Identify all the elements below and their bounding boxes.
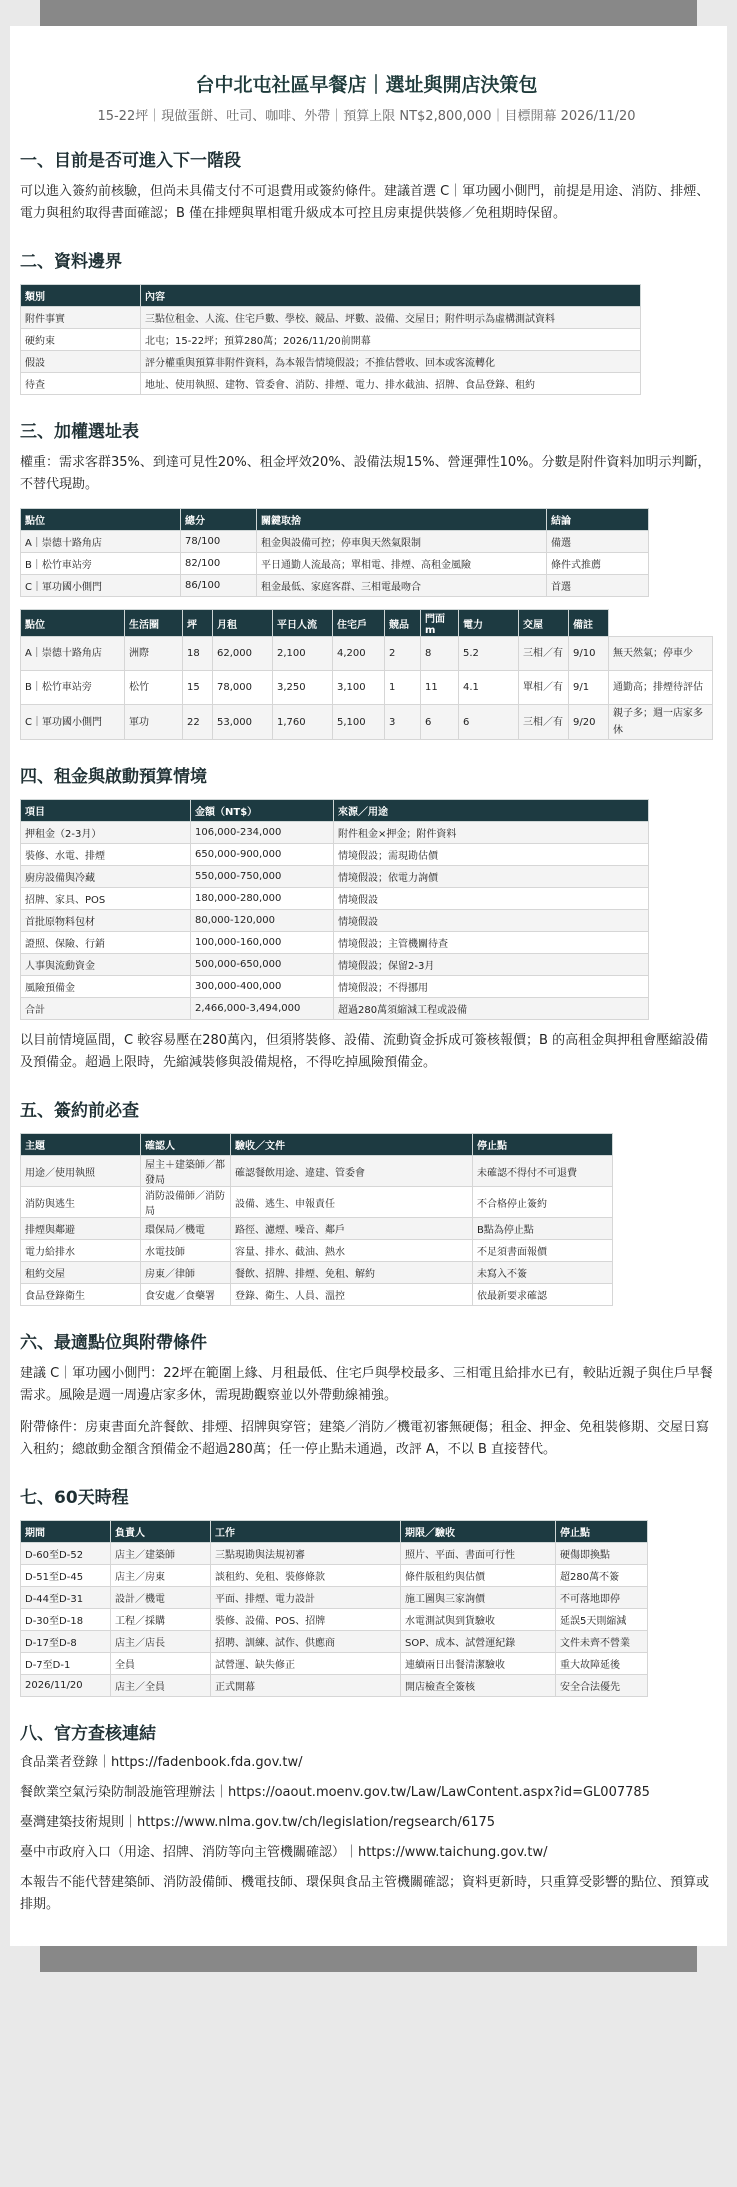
table-row	[21, 932, 649, 954]
table-cell: 硬約束	[21, 329, 141, 351]
table-cell: 53,000	[213, 705, 273, 740]
table-cell: 2026/11/20	[21, 1675, 111, 1697]
table-cell: 開店檢查全簽核	[401, 1675, 556, 1697]
section-4-heading: 四、租金與啟動預算情境	[20, 767, 207, 787]
table-cell: 照片、平面、書面可行性	[401, 1543, 556, 1565]
column-header: 點位	[21, 509, 181, 531]
table-cell: 500,000-650,000	[191, 954, 334, 976]
table-cell: 備選	[547, 531, 649, 553]
table-cell: 3	[385, 705, 421, 740]
table-cell: 依最新要求確認	[473, 1284, 613, 1306]
document-page	[10, 26, 727, 1946]
table-row	[21, 1284, 613, 1306]
table-cell: 情境假設	[334, 888, 649, 910]
table-cell: 食安處／食藥署	[141, 1284, 231, 1306]
top-bar	[40, 0, 697, 26]
link-air-pollution-law[interactable]: 餐飲業空氣污染防制設施管理辦法｜https://oaout.moenv.gov.tw/Law/LawContent.aspx?id=GL007785	[20, 1785, 650, 1800]
table-cell: 文件未齊不營業	[556, 1631, 648, 1653]
table-cell: 試營運、缺失修正	[211, 1653, 401, 1675]
site-detail-table	[20, 609, 713, 740]
section-1-body: 可以進入簽約前核驗，但尚未具備支付不可退費用或簽約條件。建議首選 C｜軍功國小側門，前提是用途、消防、排煙、電力與租約取得書面確認；B 僅在排煙與單相電升級成本可控且房東提供裝修／免租期時保留。	[20, 184, 710, 221]
table-cell: 親子多；週一店家多休	[609, 705, 713, 740]
table-cell: 店主／店長	[111, 1631, 211, 1653]
table-cell: 附件租金×押金；附件資料	[334, 822, 649, 844]
column-header: 期間	[21, 1521, 111, 1543]
table-cell: 消防與逃生	[21, 1187, 141, 1218]
column-header: 工作	[211, 1521, 401, 1543]
table-cell: 設備、逃生、申報責任	[231, 1187, 473, 1218]
table-row	[21, 1631, 648, 1653]
table-cell: 8	[421, 637, 459, 671]
table-row	[21, 976, 649, 998]
table-cell: 1,760	[273, 705, 333, 740]
table-row	[21, 998, 649, 1020]
table-cell: C｜軍功國小側門	[21, 575, 181, 597]
section-3-heading: 三、加權選址表	[20, 422, 139, 442]
table-cell: 22	[183, 705, 213, 740]
table-cell: 情境假設；主管機關待查	[334, 932, 649, 954]
link-food-registry[interactable]: 食品業者登錄｜https://fadenbook.fda.gov.tw/	[20, 1755, 303, 1770]
table-row	[21, 553, 649, 575]
section-6-body-2: 附帶條件：房東書面允許餐飲、排煙、招牌與穿管；建築／消防／機電初審無硬傷；租金、押金、免租裝修期、交屋日寫入租約；總啟動金額含預備金不超過280萬；任一停止點未通過，改評 A，不以 B 直接替代。	[20, 1420, 710, 1457]
table-cell: 設計／機電	[111, 1587, 211, 1609]
table-cell: 餐飲、招牌、排煙、免租、解約	[231, 1262, 473, 1284]
table-cell: 排煙與鄰避	[21, 1218, 141, 1240]
column-header: 備註	[569, 610, 609, 637]
table-cell: 合計	[21, 998, 191, 1020]
budget-table	[20, 799, 649, 1020]
column-header: 月租	[213, 610, 273, 637]
table-cell: 容量、排水、截油、熱水	[231, 1240, 473, 1262]
table-row	[21, 1156, 613, 1187]
table-cell: 地址、使用執照、建物、管委會、消防、排煙、電力、排水截油、招牌、食品登錄、租約	[141, 373, 641, 395]
table-cell: 假設	[21, 351, 141, 373]
table-row	[21, 1653, 648, 1675]
column-header: 期限／驗收	[401, 1521, 556, 1543]
table-header-row	[21, 610, 713, 637]
closing-note: 本報告不能代替建築師、消防設備師、機電技師、環保與食品主管機關確認；資料更新時，只重算受影響的點位、預算或排期。	[20, 1875, 710, 1912]
table-row	[21, 1587, 648, 1609]
table-cell: 附件事實	[21, 307, 141, 329]
section-5-heading: 五、簽約前必查	[20, 1101, 139, 1121]
column-header: 門面m	[421, 610, 459, 637]
table-cell: 82/100	[181, 553, 257, 575]
table-cell: 用途／使用執照	[21, 1156, 141, 1187]
table-cell: 北屯；15-22坪；預算280萬；2026/11/20前開幕	[141, 329, 641, 351]
table-cell: 環保局／機電	[141, 1218, 231, 1240]
table-row	[21, 910, 649, 932]
table-cell: 確認餐飲用途、違建、管委會	[231, 1156, 473, 1187]
table-cell: 正式開幕	[211, 1675, 401, 1697]
page-title: 台中北屯社區早餐店｜選址與開店決策包	[195, 74, 538, 96]
table-cell: 9/10	[569, 637, 609, 671]
link-building-code[interactable]: 臺灣建築技術規則｜https://www.nlma.gov.tw/ch/legislation/regsearch/6175	[20, 1815, 496, 1830]
table-cell: B點為停止點	[473, 1218, 613, 1240]
table-cell: C｜軍功國小側門	[21, 705, 125, 740]
table-cell: 硬傷即換點	[556, 1543, 648, 1565]
table-header-row	[21, 1521, 648, 1543]
table-cell: 房東／律師	[141, 1262, 231, 1284]
table-cell: 78,000	[213, 671, 273, 705]
table-row	[21, 1609, 648, 1631]
table-cell: 評分權重與預算非附件資料，為本報告情境假設；不推估營收、回本或客流轉化	[141, 351, 641, 373]
table-cell: 18	[183, 637, 213, 671]
precheck-table	[20, 1133, 613, 1306]
table-row	[21, 1262, 613, 1284]
table-row	[21, 1187, 613, 1218]
official-links	[20, 1752, 713, 1916]
table-cell: 62,000	[213, 637, 273, 671]
column-header: 金額（NT$）	[191, 800, 334, 822]
section-6-body-1: 建議 C｜軍功國小側門：22坪在範圍上緣、月租最低、住宅戶與學校最多、三相電且給排水已有，較貼近親子與住戶早餐需求。風險是週一周邊店家多休，需現勘觀察並以外帶動線補強。	[20, 1366, 713, 1403]
table-cell: 5.2	[459, 637, 519, 671]
table-cell: 三點現勘與法規初審	[211, 1543, 401, 1565]
table-row	[21, 373, 641, 395]
table-cell: 招聘、訓練、試作、供應商	[211, 1631, 401, 1653]
column-header: 項目	[21, 800, 191, 822]
table-cell: 650,000-900,000	[191, 844, 334, 866]
column-header: 停止點	[556, 1521, 648, 1543]
column-header: 交屋	[519, 610, 569, 637]
table-row	[21, 307, 641, 329]
table-cell: 2	[385, 637, 421, 671]
table-cell: 水電測試與到貨驗收	[401, 1609, 556, 1631]
table-row	[21, 1218, 613, 1240]
column-header: 電力	[459, 610, 519, 637]
table-cell: 食品登錄衛生	[21, 1284, 141, 1306]
table-cell: 11	[421, 671, 459, 705]
column-header: 住宅戶	[333, 610, 385, 637]
table-cell: SOP、成本、試營運紀錄	[401, 1631, 556, 1653]
section-3-body: 權重：需求客群35%、到達可見性20%、租金坪效20%、設備法規15%、營運彈性10%。分數是附件資料加明示判斷，不替代現勘。	[20, 455, 711, 492]
column-header: 主題	[21, 1134, 141, 1156]
table-cell: D-60至D-52	[21, 1543, 111, 1565]
table-cell: 情境假設；依電力詢價	[334, 866, 649, 888]
table-cell: 安全合法優先	[556, 1675, 648, 1697]
table-cell: 5,100	[333, 705, 385, 740]
table-cell: 登錄、衛生、人員、溫控	[231, 1284, 473, 1306]
table-cell: 店主／房東	[111, 1565, 211, 1587]
table-cell: B｜松竹車站旁	[21, 671, 125, 705]
section-6-heading: 六、最適點位與附帶條件	[20, 1333, 207, 1353]
table-cell: 超280萬不簽	[556, 1565, 648, 1587]
table-cell: 店主／全員	[111, 1675, 211, 1697]
table-cell: 談租約、免租、裝修條款	[211, 1565, 401, 1587]
table-cell: 9/20	[569, 705, 609, 740]
column-header: 確認人	[141, 1134, 231, 1156]
table-cell: 情境假設；保留2-3月	[334, 954, 649, 976]
table-cell: 延誤5天則縮減	[556, 1609, 648, 1631]
table-cell: 80,000-120,000	[191, 910, 334, 932]
table-cell: 300,000-400,000	[191, 976, 334, 998]
table-cell: 情境假設；不得挪用	[334, 976, 649, 998]
table-row	[21, 1675, 648, 1697]
table-row	[21, 866, 649, 888]
table-cell: 路徑、濾煙、噪音、鄰戶	[231, 1218, 473, 1240]
table-cell: 洲際	[125, 637, 183, 671]
table-row	[21, 637, 713, 671]
section-4-body: 以目前情境區間，C 較容易壓在280萬內，但須將裝修、設備、流動資金拆成可簽核報價；B 的高租金與押租會壓縮設備及預備金。超過上限時，先縮減裝修與設備規格，不得吃掉風險預備金。	[20, 1033, 709, 1070]
table-row	[21, 671, 713, 705]
table-cell: 3,100	[333, 671, 385, 705]
table-header-row	[21, 800, 649, 822]
table-cell: 不可落地即停	[556, 1587, 648, 1609]
column-header: 停止點	[473, 1134, 613, 1156]
bottom-bar	[40, 1946, 697, 1972]
table-cell: 4.1	[459, 671, 519, 705]
table-header-row	[21, 1134, 613, 1156]
table-cell: 情境假設	[334, 910, 649, 932]
table-row	[21, 1240, 613, 1262]
table-cell: 無天然氣；停車少	[609, 637, 713, 671]
page-subtitle: 15-22坪｜現做蛋餅、吐司、咖啡、外帶｜預算上限 NT$2,800,000｜目標開幕 2026/11/20	[97, 109, 636, 124]
table-cell: 6	[459, 705, 519, 740]
table-cell: 情境假設；需現勘估價	[334, 844, 649, 866]
table-cell: D-30至D-18	[21, 1609, 111, 1631]
timeline-table	[20, 1520, 648, 1697]
table-cell: 超過280萬須縮減工程或設備	[334, 998, 649, 1020]
table-row	[21, 329, 641, 351]
table-cell: 重大故障延後	[556, 1653, 648, 1675]
table-cell: 15	[183, 671, 213, 705]
table-cell: 軍功	[125, 705, 183, 740]
table-cell: B｜松竹車站旁	[21, 553, 181, 575]
table-cell: 三點位租金、人流、住宅戶數、學校、競品、坪數、設備、交屋日；附件明示為虛構測試資料	[141, 307, 641, 329]
table-cell: A｜崇德十路角店	[21, 637, 125, 671]
table-cell: 屋主＋建築師／都發局	[141, 1156, 231, 1187]
table-header-row	[21, 285, 641, 307]
table-cell: 1	[385, 671, 421, 705]
table-cell: 全員	[111, 1653, 211, 1675]
column-header: 生活圈	[125, 610, 183, 637]
table-cell: 待查	[21, 373, 141, 395]
table-cell: 水電技師	[141, 1240, 231, 1262]
column-header: 點位	[21, 610, 125, 637]
table-cell: 6	[421, 705, 459, 740]
link-taichung-gov[interactable]: 臺中市政府入口（用途、招牌、消防等向主管機關確認）｜https://www.taichung.gov.tw/	[20, 1845, 548, 1860]
table-row	[21, 1543, 648, 1565]
table-row	[21, 575, 649, 597]
column-header: 驗收／文件	[231, 1134, 473, 1156]
table-cell: 平日通勤人流最高；單相電、排煙、高租金風險	[257, 553, 547, 575]
table-cell: 未確認不得付不可退費	[473, 1156, 613, 1187]
table-row	[21, 888, 649, 910]
table-header-row	[21, 509, 649, 531]
table-cell: 78/100	[181, 531, 257, 553]
table-cell: D-7至D-1	[21, 1653, 111, 1675]
table-cell: 押租金（2-3月）	[21, 822, 191, 844]
column-header: 結論	[547, 509, 649, 531]
table-row	[21, 705, 713, 740]
table-cell: 施工圖與三家詢價	[401, 1587, 556, 1609]
column-header: 總分	[181, 509, 257, 531]
table-cell: 9/1	[569, 671, 609, 705]
table-cell: 首選	[547, 575, 649, 597]
section-8-heading: 八、官方查核連結	[20, 1724, 156, 1744]
data-boundary-table	[20, 284, 641, 395]
table-cell: 550,000-750,000	[191, 866, 334, 888]
table-row	[21, 844, 649, 866]
table-cell: 106,000-234,000	[191, 822, 334, 844]
table-row	[21, 954, 649, 976]
table-cell: 證照、保險、行銷	[21, 932, 191, 954]
score-table	[20, 508, 649, 597]
column-header: 關鍵取捨	[257, 509, 547, 531]
table-cell: 2,466,000-3,494,000	[191, 998, 334, 1020]
table-cell: 2,100	[273, 637, 333, 671]
table-row	[21, 531, 649, 553]
column-header: 類別	[21, 285, 141, 307]
table-cell: 180,000-280,000	[191, 888, 334, 910]
table-cell: 松竹	[125, 671, 183, 705]
table-cell: 86/100	[181, 575, 257, 597]
table-cell: 單相／有	[519, 671, 569, 705]
column-header: 平日人流	[273, 610, 333, 637]
table-cell: 不合格停止簽約	[473, 1187, 613, 1218]
table-cell: 租金最低、家庭客群、三相電最吻合	[257, 575, 547, 597]
table-cell: 裝修、水電、排煙	[21, 844, 191, 866]
table-cell: 平面、排煙、電力設計	[211, 1587, 401, 1609]
table-cell: 消防設備師／消防局	[141, 1187, 231, 1218]
table-cell: 電力給排水	[21, 1240, 141, 1262]
table-cell: 首批原物料包材	[21, 910, 191, 932]
table-cell: D-44至D-31	[21, 1587, 111, 1609]
table-cell: 工程／採購	[111, 1609, 211, 1631]
table-cell: 條件版租約與估價	[401, 1565, 556, 1587]
table-cell: 連續兩日出餐清潔驗收	[401, 1653, 556, 1675]
table-cell: 100,000-160,000	[191, 932, 334, 954]
column-header: 負責人	[111, 1521, 211, 1543]
table-cell: 租金與設備可控；停車與天然氣限制	[257, 531, 547, 553]
column-header: 內容	[141, 285, 641, 307]
table-row	[21, 1565, 648, 1587]
table-cell: 3,250	[273, 671, 333, 705]
table-cell: 裝修、設備、POS、招牌	[211, 1609, 401, 1631]
table-cell: 條件式推薦	[547, 553, 649, 575]
table-cell: 三相／有	[519, 705, 569, 740]
section-7-heading: 七、60天時程	[20, 1488, 129, 1508]
table-cell: 三相／有	[519, 637, 569, 671]
column-header: 來源／用途	[334, 800, 649, 822]
table-cell: 不足須書面報價	[473, 1240, 613, 1262]
table-cell: 廚房設備與冷藏	[21, 866, 191, 888]
table-row	[21, 822, 649, 844]
table-cell: D-51至D-45	[21, 1565, 111, 1587]
table-cell: 通勤高；排煙待評估	[609, 671, 713, 705]
section-1-heading: 一、目前是否可進入下一階段	[20, 151, 241, 171]
column-header: 坪	[183, 610, 213, 637]
table-cell: 租約交屋	[21, 1262, 141, 1284]
table-cell: 風險預備金	[21, 976, 191, 998]
table-cell: 未寫入不簽	[473, 1262, 613, 1284]
table-cell: 店主／建築師	[111, 1543, 211, 1565]
table-row	[21, 351, 641, 373]
table-cell: A｜崇德十路角店	[21, 531, 181, 553]
table-cell: 4,200	[333, 637, 385, 671]
table-cell: 人事與流動資金	[21, 954, 191, 976]
column-header: 競品	[385, 610, 421, 637]
table-cell: D-17至D-8	[21, 1631, 111, 1653]
table-cell: 招牌、家具、POS	[21, 888, 191, 910]
section-2-heading: 二、資料邊界	[20, 252, 122, 272]
